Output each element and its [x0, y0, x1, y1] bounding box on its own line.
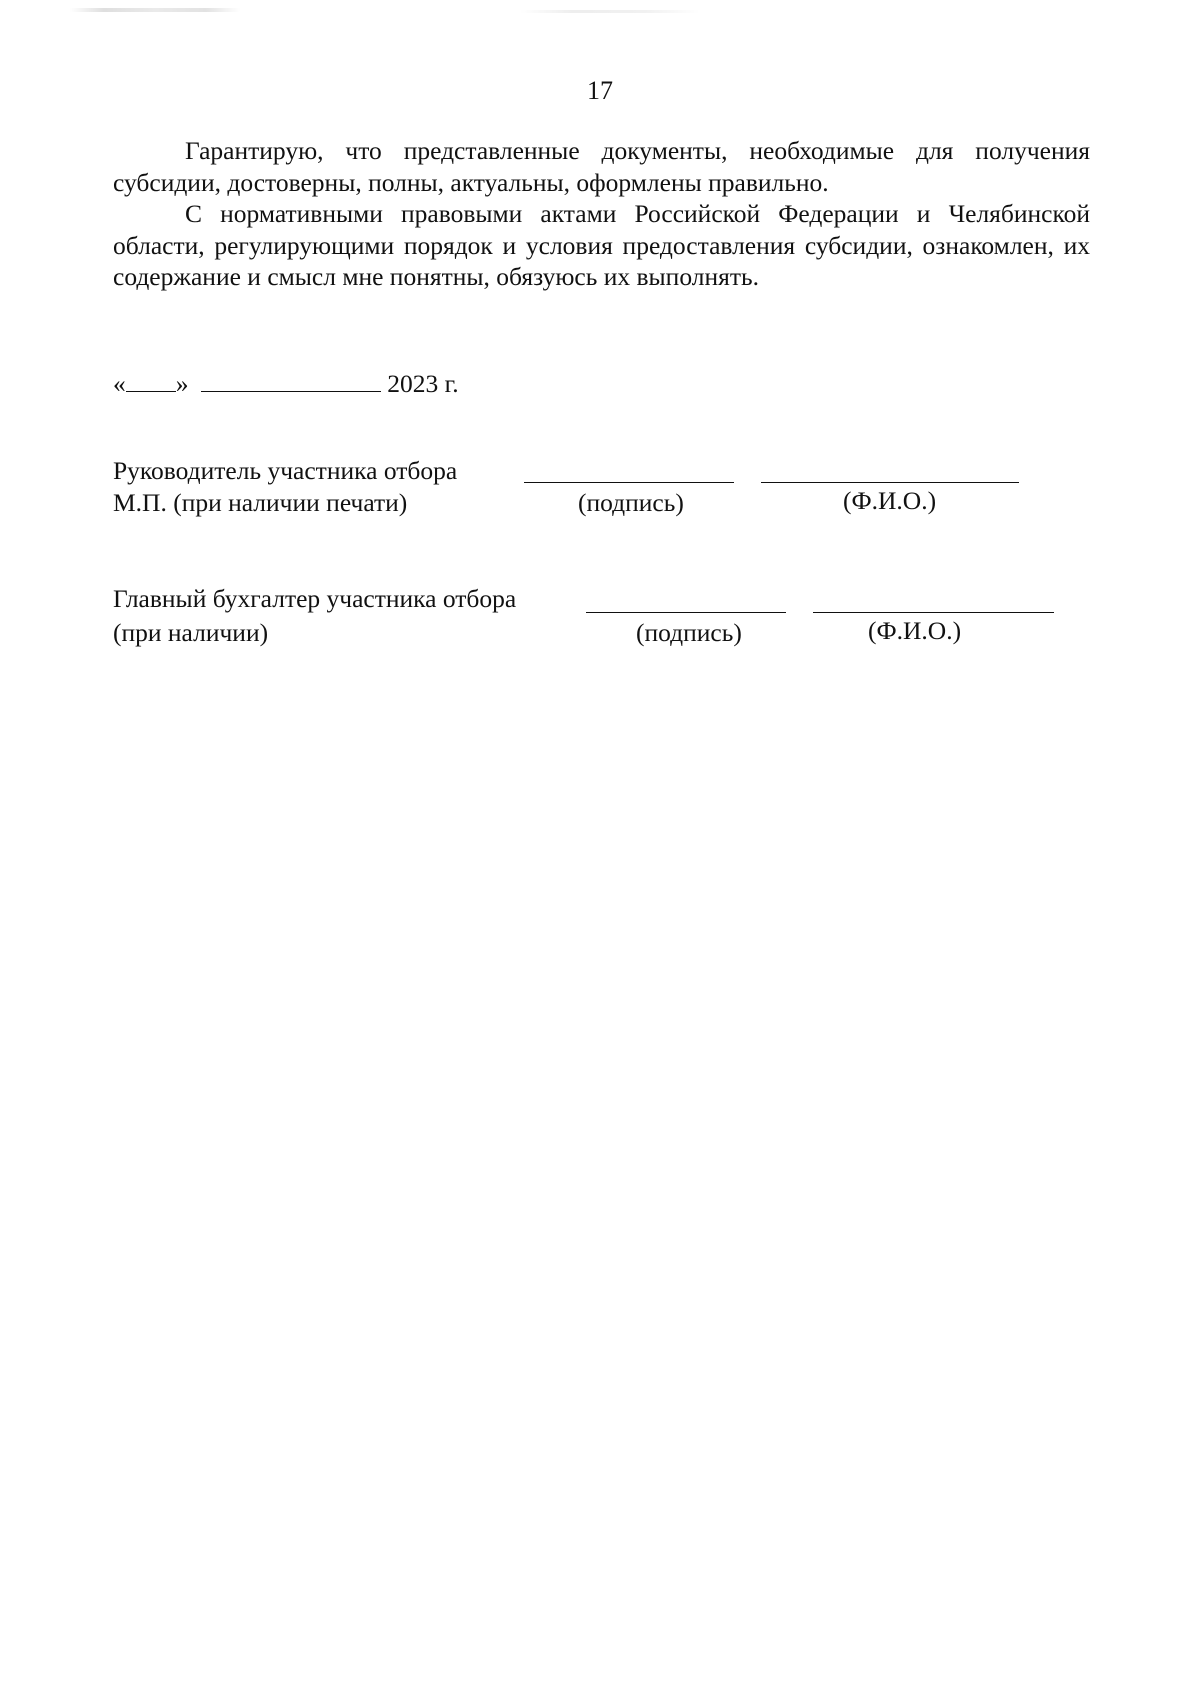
paragraph-acknowledgement: С нормативными правовыми актами Российской Федерации и Челябинской области, регулирующими порядок и условия предоставления субсидии, ознакомлен, их содержание и смысл мне понятны, обязуюсь их выполнять. [113, 199, 1090, 291]
day-blank [126, 369, 176, 392]
name-line [813, 612, 1054, 613]
document-body [113, 135, 1090, 293]
signatory-title: Руководитель участника отбора [113, 456, 458, 485]
optional-note: (при наличии) [113, 618, 269, 647]
name-caption: (Ф.И.О.) [843, 486, 937, 515]
signature-caption: (подпись) [636, 618, 742, 647]
paragraph-guarantee: Гарантирую, что представленные документы, необходимые для получения субсидии, достоверны, полны, актуальны, оформлены правильно. [113, 136, 1090, 197]
date-year: 2023 г. [387, 369, 459, 398]
date-line [113, 368, 459, 400]
signature-line [524, 482, 734, 483]
name-line [761, 482, 1019, 483]
scan-artifact [520, 10, 700, 13]
stamp-note: М.П. (при наличии печати) [113, 488, 408, 517]
page-number: 17 [587, 76, 613, 105]
signature-line [586, 612, 786, 613]
scan-artifact [70, 8, 240, 12]
signature-caption: (подпись) [578, 488, 684, 517]
month-blank [201, 369, 381, 392]
date-open-quote: « [113, 369, 126, 398]
signatory-title: Главный бухгалтер участника отбора [113, 584, 517, 613]
date-close-quote: » [175, 369, 189, 398]
name-caption: (Ф.И.О.) [868, 616, 962, 645]
